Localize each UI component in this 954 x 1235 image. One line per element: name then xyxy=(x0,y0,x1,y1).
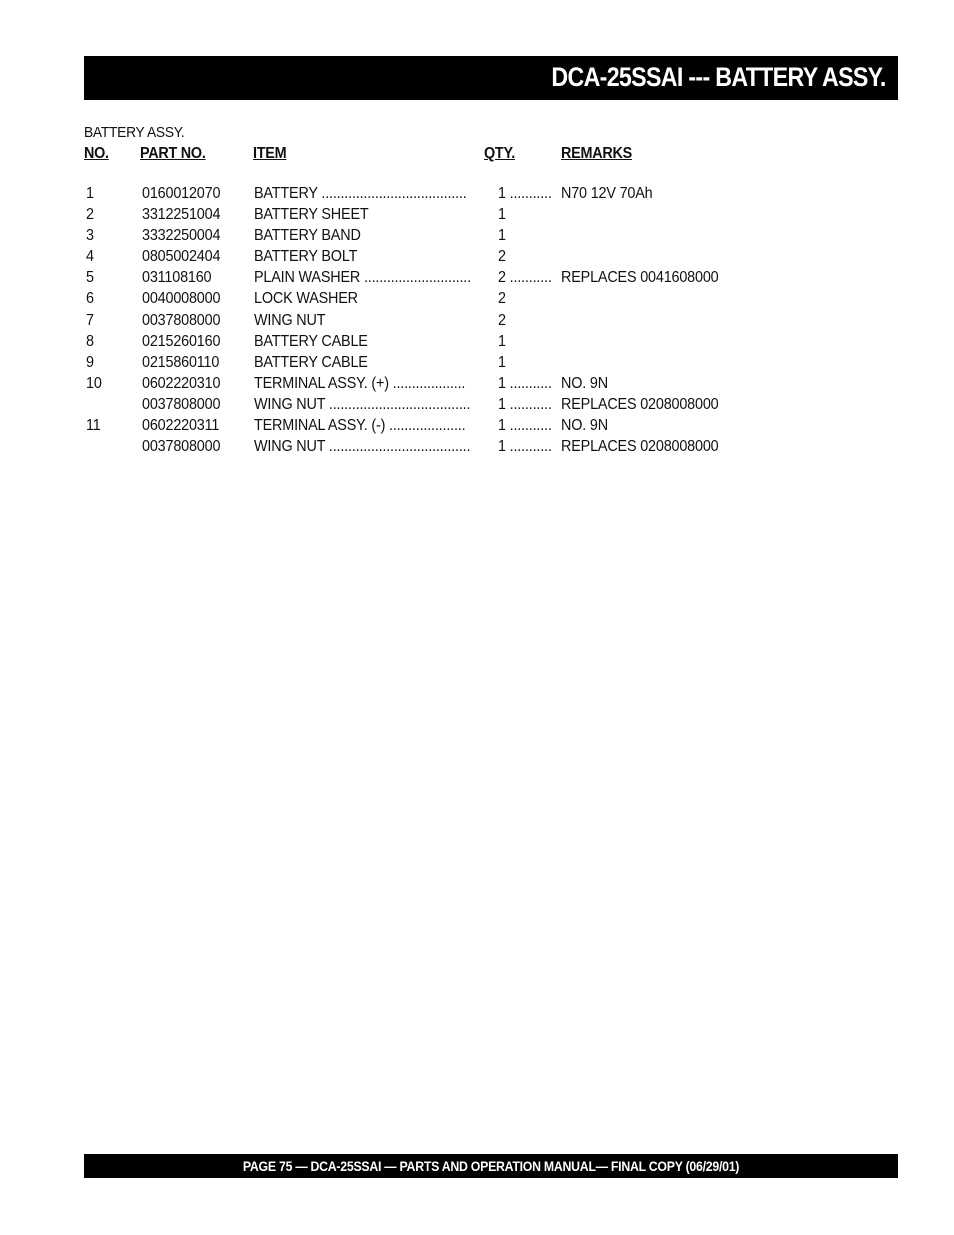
table-row xyxy=(0,225,954,246)
remarks: NO. 9N xyxy=(561,417,608,435)
row-number: 3 xyxy=(86,227,94,245)
quantity: 1 ........... xyxy=(498,438,552,456)
page-title: DCA-25SSAI --- BATTERY ASSY. xyxy=(551,62,886,92)
table-row xyxy=(0,373,954,394)
quantity: 1 ........... xyxy=(498,374,552,392)
remarks: NO. 9N xyxy=(561,374,608,392)
row-number: 7 xyxy=(86,311,94,329)
item-description: TERMINAL ASSY. (-) .................... xyxy=(254,417,466,435)
quantity: 2 xyxy=(498,248,506,266)
table-row xyxy=(0,310,954,331)
table-row xyxy=(0,267,954,288)
item-description: LOCK WASHER xyxy=(254,290,358,308)
row-number: 11 xyxy=(86,417,101,435)
part-number: 3312251004 xyxy=(142,206,221,224)
item-description: WING NUT ..................................... xyxy=(254,395,471,413)
row-number: 1 xyxy=(86,185,94,202)
quantity: 1 ........... xyxy=(498,395,552,413)
table-row xyxy=(0,352,954,373)
footer-bar xyxy=(84,1154,898,1178)
row-number: 6 xyxy=(86,290,94,308)
table-row xyxy=(0,246,954,267)
row-number: 9 xyxy=(86,353,94,371)
table-row xyxy=(0,415,954,436)
title-bar xyxy=(84,56,898,100)
remarks: N70 12V 70Ah xyxy=(561,185,653,202)
item-description: BATTERY CABLE xyxy=(254,353,368,371)
row-number: 4 xyxy=(86,248,94,266)
quantity: 1 xyxy=(498,206,506,224)
quantity: 1 xyxy=(498,332,506,350)
table-row xyxy=(0,288,954,309)
part-number: 0160012070 xyxy=(142,185,221,202)
item-description: BATTERY ...................................... xyxy=(254,185,467,202)
row-number: 8 xyxy=(86,332,94,350)
column-header-no: NO. xyxy=(84,145,109,162)
quantity: 2 ........... xyxy=(498,269,552,287)
item-description: TERMINAL ASSY. (+) ................... xyxy=(254,374,466,392)
part-number: 0215860110 xyxy=(142,353,220,371)
item-description: BATTERY BOLT xyxy=(254,248,358,266)
footer-text: PAGE 75 — DCA-25SSAI — PARTS AND OPERATION MANUAL— FINAL COPY (06/29/01) xyxy=(242,1158,740,1174)
part-number: 0040008000 xyxy=(142,290,221,308)
row-number: 10 xyxy=(86,374,102,392)
part-number: 031108160 xyxy=(142,269,212,287)
remarks: REPLACES 0208008000 xyxy=(561,438,719,456)
table-row xyxy=(0,183,954,204)
item-description: BATTERY CABLE xyxy=(254,332,368,350)
part-number: 0602220311 xyxy=(142,417,220,435)
part-number: 0215260160 xyxy=(142,332,221,350)
table-row xyxy=(0,436,954,457)
column-header-remarks: REMARKS xyxy=(561,145,632,162)
item-description: PLAIN WASHER ............................ xyxy=(254,269,471,287)
part-number: 0602220310 xyxy=(142,374,221,392)
quantity: 1 xyxy=(498,227,506,245)
quantity: 1 ........... xyxy=(498,185,552,202)
column-header-part-no: PART NO. xyxy=(140,145,206,162)
row-number: 2 xyxy=(86,206,94,224)
column-header-qty: QTY. xyxy=(484,145,515,162)
remarks: REPLACES 0041608000 xyxy=(561,269,719,287)
table-row xyxy=(0,204,954,225)
quantity: 1 ........... xyxy=(498,417,552,435)
part-number: 0805002404 xyxy=(142,248,221,266)
item-description: BATTERY BAND xyxy=(254,227,361,245)
item-description: WING NUT xyxy=(254,311,326,329)
part-number: 0037808000 xyxy=(142,438,221,456)
section-label: BATTERY ASSY. xyxy=(84,124,185,141)
part-number: 0037808000 xyxy=(142,395,221,413)
item-description: WING NUT ..................................... xyxy=(254,438,471,456)
part-number: 3332250004 xyxy=(142,227,221,245)
remarks: REPLACES 0208008000 xyxy=(561,395,719,413)
quantity: 2 xyxy=(498,290,506,308)
column-header-item: ITEM xyxy=(253,145,287,162)
quantity: 2 xyxy=(498,311,506,329)
item-description: BATTERY SHEET xyxy=(254,206,369,224)
quantity: 1 xyxy=(498,353,506,371)
part-number: 0037808000 xyxy=(142,311,221,329)
table-row xyxy=(0,331,954,352)
row-number: 5 xyxy=(86,269,94,287)
parts-table xyxy=(0,183,954,457)
table-row xyxy=(0,394,954,415)
